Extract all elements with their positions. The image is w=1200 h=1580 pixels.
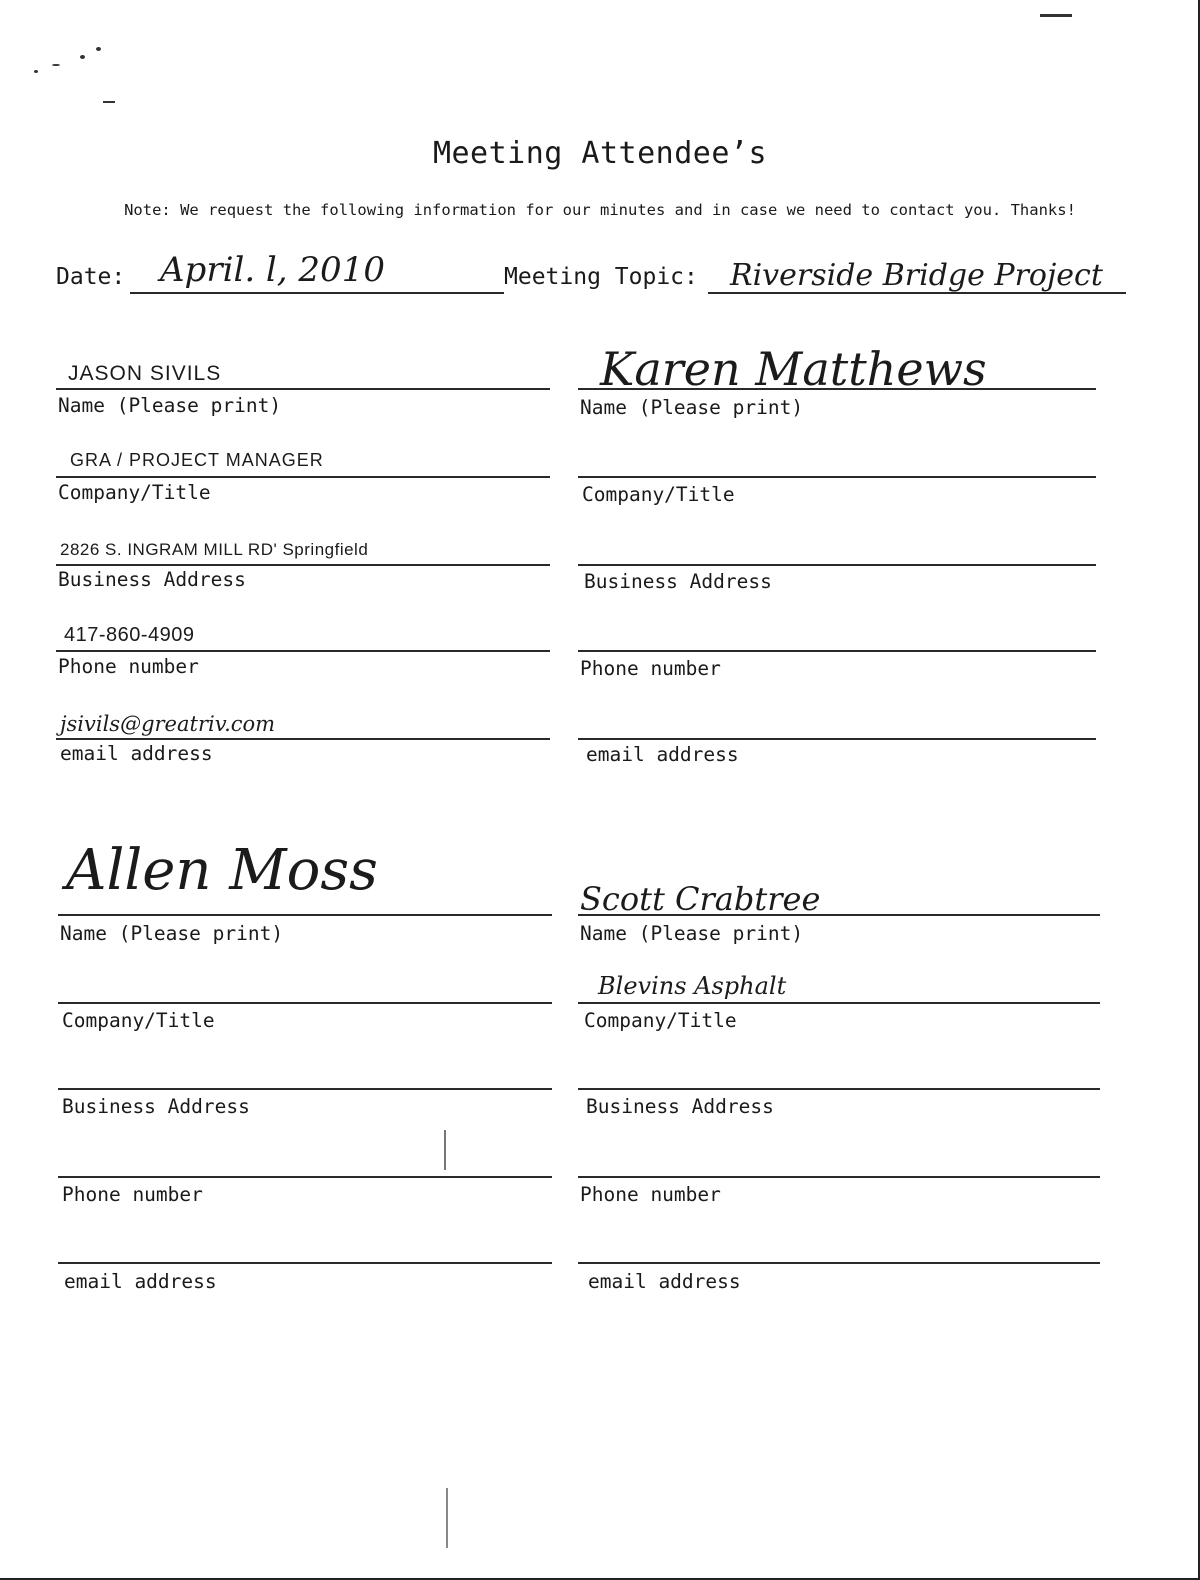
attendee-company-label: Company/Title	[58, 481, 211, 504]
attendee-address-value: 2826 S. INGRAM MILL RD' Springfield	[60, 540, 369, 559]
scan-speck	[34, 70, 38, 73]
attendee-name-value: JASON SIVILS	[68, 362, 222, 385]
attendee-company-label: Company/Title	[584, 1009, 737, 1032]
attendee-company-label: Company/Title	[582, 483, 735, 506]
fold-mark	[446, 1488, 448, 1548]
attendee-company-line	[578, 1002, 1100, 1004]
request-note: Note: We request the following information for our minutes and in case we need to contact you. Thanks!	[124, 201, 1076, 219]
attendee-address-line	[578, 564, 1096, 566]
attendee-name-line	[578, 914, 1100, 916]
attendee-address-label: Business Address	[62, 1095, 250, 1118]
scan-speck	[96, 47, 101, 51]
attendee-email-line	[578, 738, 1096, 740]
attendee-address-label: Business Address	[584, 570, 772, 593]
scan-speck	[1040, 14, 1072, 17]
attendee-name-value: Scott Crabtree	[580, 880, 821, 918]
attendee-company-value: GRA / PROJECT MANAGER	[70, 450, 324, 470]
attendee-email-label: email address	[64, 1270, 217, 1293]
attendee-phone-line	[58, 1176, 552, 1178]
attendee-address-line	[56, 564, 550, 566]
attendee-address-label: Business Address	[58, 568, 246, 591]
attendee-email-line	[58, 1262, 552, 1264]
attendee-company-value: Blevins Asphalt	[598, 972, 787, 1000]
attendee-phone-label: Phone number	[580, 1183, 721, 1206]
attendee-company-line	[56, 476, 550, 478]
attendee-name-label: Name (Please print)	[580, 396, 804, 419]
scan-speck	[80, 55, 85, 59]
attendee-name-label: Name (Please print)	[60, 922, 284, 945]
attendee-phone-line	[578, 1176, 1100, 1178]
attendee-name-label: Name (Please print)	[58, 394, 282, 417]
fold-mark	[444, 1130, 446, 1170]
attendee-name-line	[56, 388, 550, 390]
date-line	[130, 292, 504, 294]
attendee-email-label: email address	[60, 742, 213, 765]
attendee-phone-line	[578, 650, 1096, 652]
meeting-topic-label: Meeting Topic:	[504, 264, 698, 290]
attendee-email-label: email address	[588, 1270, 741, 1293]
attendee-phone-label: Phone number	[580, 657, 721, 680]
date-label: Date:	[56, 264, 126, 290]
attendee-name-value: Karen Matthews	[600, 342, 987, 396]
attendee-email-value: jsivils@greatriv.com	[60, 712, 276, 736]
page-title: Meeting Attendee’s	[432, 136, 768, 171]
attendee-phone-value: 417-860-4909	[64, 624, 195, 646]
attendee-address-line	[578, 1088, 1100, 1090]
attendee-phone-line	[56, 650, 550, 652]
attendee-address-line	[58, 1088, 552, 1090]
scan-speck	[103, 101, 115, 103]
attendee-phone-label: Phone number	[62, 1183, 203, 1206]
date-handwritten: April. l, 2010	[160, 250, 385, 290]
attendee-email-line	[578, 1262, 1100, 1264]
attendee-name-line	[58, 914, 552, 916]
attendee-name-label: Name (Please print)	[580, 922, 804, 945]
attendee-name-line	[578, 388, 1096, 390]
meeting-topic-handwritten: Riverside Bridge Project	[730, 258, 1103, 293]
attendee-email-label: email address	[586, 743, 739, 766]
attendee-name-value: Allen Moss	[66, 838, 378, 903]
attendee-company-line	[578, 476, 1096, 478]
attendee-company-label: Company/Title	[62, 1009, 215, 1032]
scan-speck	[52, 64, 60, 66]
attendee-address-label: Business Address	[586, 1095, 774, 1118]
attendee-company-line	[58, 1002, 552, 1004]
attendee-phone-label: Phone number	[58, 655, 199, 678]
attendee-email-line	[56, 738, 550, 740]
